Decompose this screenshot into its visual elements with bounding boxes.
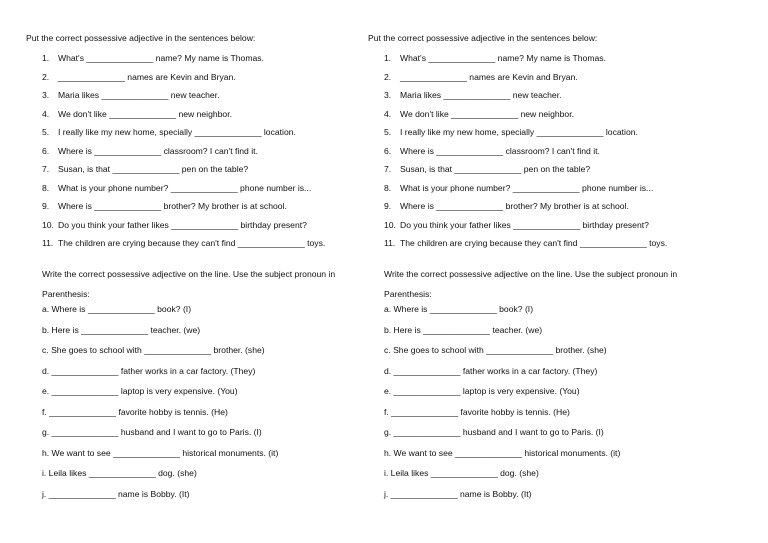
item-number: 8. bbox=[384, 182, 392, 193]
item-number: 1. bbox=[42, 53, 50, 63]
exercise2-list bbox=[42, 304, 342, 509]
item-number: 7. bbox=[42, 164, 50, 174]
exercise1-item bbox=[0, 53, 340, 72]
exercise2-item: g. ______________ husband and I want to go to Paris. (I) bbox=[384, 427, 604, 437]
exercise1-item bbox=[0, 238, 340, 257]
exercise2-item: e. ______________ laptop is very expensive. (You) bbox=[384, 386, 580, 396]
item-number: 10. bbox=[42, 219, 54, 230]
exercise2-item: c. She goes to school with ______________ brother. (she) bbox=[42, 345, 265, 355]
item-sentence: Susan, is that ______________ pen on the table? bbox=[400, 164, 591, 174]
exercise1-item bbox=[0, 90, 340, 109]
item-number: 3. bbox=[42, 90, 50, 100]
exercise1-list bbox=[342, 53, 682, 257]
item-number: 3. bbox=[384, 90, 392, 100]
item-sentence: What's ______________ name? My name is Thomas. bbox=[400, 53, 606, 63]
exercise2-item: a. Where is ______________ book? (I) bbox=[384, 304, 534, 314]
item-number: 5. bbox=[42, 127, 50, 137]
item-sentence: What is your phone number? ______________ phone number is... bbox=[400, 182, 654, 193]
item-number: 4. bbox=[384, 108, 392, 119]
exercise1-item bbox=[0, 127, 340, 146]
item-number: 2. bbox=[384, 71, 392, 82]
exercise1-item bbox=[0, 201, 340, 220]
exercise1-item bbox=[342, 72, 682, 91]
exercise2-item: i. Leila likes ______________ dog. (she) bbox=[384, 468, 539, 478]
exercise2-list bbox=[384, 304, 684, 509]
item-sentence: Susan, is that ______________ pen on the table? bbox=[58, 164, 249, 174]
exercise2-item: b. Here is ______________ teacher. (we) bbox=[384, 324, 543, 335]
item-sentence: I really like my new home, specially ______________ location. bbox=[58, 127, 296, 137]
exercise1-item bbox=[0, 183, 340, 202]
item-sentence: ______________ names are Kevin and Bryan. bbox=[400, 71, 578, 82]
exercise1-item bbox=[342, 201, 682, 220]
item-number: 1. bbox=[384, 53, 392, 63]
item-sentence: The children are crying because they can't find ______________ toys. bbox=[58, 238, 326, 248]
item-number: 9. bbox=[42, 201, 50, 211]
exercise2-item: b. Here is ______________ teacher. (we) bbox=[42, 324, 201, 335]
exercise2-item: f. ______________ favorite hobby is tennis. (He) bbox=[384, 406, 570, 417]
item-number: 8. bbox=[42, 182, 50, 193]
exercise1-item bbox=[0, 220, 340, 239]
exercise1-item bbox=[0, 146, 340, 165]
item-sentence: What is your phone number? ______________ phone number is... bbox=[58, 182, 312, 193]
exercise1-item bbox=[0, 72, 340, 91]
worksheet-title: Put the correct possessive adjective in the sentences below: bbox=[26, 33, 256, 43]
exercise1-item bbox=[0, 109, 340, 128]
exercise2-item: f. ______________ favorite hobby is tennis. (He) bbox=[42, 406, 228, 417]
item-sentence: Do you think your father likes ______________ birthday present? bbox=[58, 219, 307, 230]
exercise1-list bbox=[0, 53, 340, 257]
item-number: 5. bbox=[384, 127, 392, 137]
exercise1-item bbox=[342, 164, 682, 183]
exercise1-item bbox=[342, 90, 682, 109]
exercise2-item: i. Leila likes ______________ dog. (she) bbox=[42, 468, 197, 478]
exercise2-item: d. ______________ father works in a car factory. (They) bbox=[384, 365, 598, 376]
item-sentence: Where is ______________ classroom? I can't find it. bbox=[58, 145, 258, 156]
item-sentence: The children are crying because they can't find ______________ toys. bbox=[400, 238, 668, 248]
item-number: 6. bbox=[42, 145, 50, 156]
exercise2-item: j. ______________ name is Bobby. (It) bbox=[384, 488, 532, 499]
instructions-line: Parenthesis: bbox=[42, 289, 90, 299]
item-sentence: Do you think your father likes ______________ birthday present? bbox=[400, 219, 649, 230]
item-number: 9. bbox=[384, 201, 392, 211]
worksheet-right-copy bbox=[342, 0, 682, 543]
item-number: 2. bbox=[42, 71, 50, 82]
instructions-line: Parenthesis: bbox=[384, 289, 432, 299]
item-sentence: Where is ______________ brother? My brother is at school. bbox=[58, 201, 287, 211]
exercise2-item: h. We want to see ______________ historical monuments. (it) bbox=[384, 447, 621, 458]
exercise1-item bbox=[342, 146, 682, 165]
item-number: 7. bbox=[384, 164, 392, 174]
exercise2-item: a. Where is ______________ book? (I) bbox=[42, 304, 192, 314]
exercise1-item bbox=[342, 220, 682, 239]
instructions-line: Write the correct possessive adjective on the line. Use the subject pronoun in bbox=[42, 269, 336, 279]
exercise1-item bbox=[342, 127, 682, 146]
item-sentence: We don't like ______________ new neighbor. bbox=[58, 108, 232, 119]
item-number: 4. bbox=[42, 108, 50, 119]
item-number: 11. bbox=[42, 238, 54, 248]
exercise2-item: c. She goes to school with ______________ brother. (she) bbox=[384, 345, 607, 355]
item-sentence: ______________ names are Kevin and Bryan. bbox=[58, 71, 236, 82]
exercise2-instructions bbox=[42, 264, 335, 304]
exercise2-item: h. We want to see ______________ historical monuments. (it) bbox=[42, 447, 279, 458]
item-sentence: Where is ______________ classroom? I can't find it. bbox=[400, 145, 600, 156]
exercise2-item: j. ______________ name is Bobby. (It) bbox=[42, 488, 190, 499]
exercise1-item bbox=[342, 183, 682, 202]
item-sentence: Maria likes ______________ new teacher. bbox=[58, 90, 220, 100]
item-sentence: Where is ______________ brother? My brother is at school. bbox=[400, 201, 629, 211]
worksheet-left-copy bbox=[0, 0, 340, 543]
worksheet-title: Put the correct possessive adjective in the sentences below: bbox=[368, 33, 598, 43]
exercise2-instructions bbox=[384, 264, 677, 304]
item-sentence: Maria likes ______________ new teacher. bbox=[400, 90, 562, 100]
item-number: 6. bbox=[384, 145, 392, 156]
exercise2-item: g. ______________ husband and I want to go to Paris. (I) bbox=[42, 427, 262, 437]
item-sentence: What's ______________ name? My name is Thomas. bbox=[58, 53, 264, 63]
exercise1-item bbox=[0, 164, 340, 183]
item-sentence: We don't like ______________ new neighbor. bbox=[400, 108, 574, 119]
exercise2-item: e. ______________ laptop is very expensive. (You) bbox=[42, 386, 238, 396]
exercise1-item bbox=[342, 53, 682, 72]
exercise2-item: d. ______________ father works in a car factory. (They) bbox=[42, 365, 256, 376]
item-sentence: I really like my new home, specially ______________ location. bbox=[400, 127, 638, 137]
exercise1-item bbox=[342, 238, 682, 257]
exercise1-item bbox=[342, 109, 682, 128]
item-number: 10. bbox=[384, 219, 396, 230]
instructions-line: Write the correct possessive adjective on the line. Use the subject pronoun in bbox=[384, 269, 678, 279]
item-number: 11. bbox=[384, 238, 396, 248]
